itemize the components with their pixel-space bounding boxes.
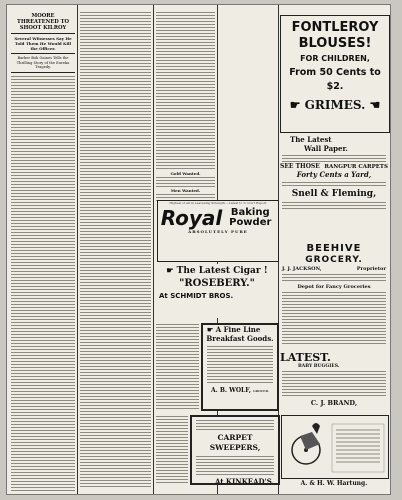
wallpaper-sub: Wall Paper. [304, 144, 348, 153]
latest-jeweller: C. J. BRAND, [310, 399, 358, 407]
cigar-name: "ROSEBERY." [179, 278, 255, 289]
fontleroy-blouses-ad [280, 15, 390, 133]
fontleroy-line1: FONTLEROY [291, 20, 379, 35]
wallpaper-firm: Snell & Fleming, [291, 189, 377, 199]
column-rule [77, 5, 78, 494]
breakfast-title: A Fine Line [215, 325, 261, 334]
bicycle-illustration-icon [282, 416, 388, 478]
latest-line: BABY BUGGIES. [298, 364, 340, 369]
sweepers-store: At KINKEAD'S. [214, 477, 274, 485]
wallpaper-price: Forty Cents a Yard, [296, 170, 372, 179]
beehive-title: BEEHIVE [306, 243, 362, 254]
fontleroy-line3: FOR CHILDREN, [300, 54, 370, 63]
column-heading: Gold Wanted. [170, 171, 201, 176]
column-1 [11, 11, 75, 491]
latest-title: LATEST. [280, 351, 331, 364]
royal-brand: Royal [160, 206, 223, 230]
cigar-store: At SCHMIDT BROS. [159, 292, 234, 300]
hand-pointer-icon: ☛ [207, 325, 214, 334]
cigar-title: The Latest Cigar ! [176, 266, 268, 276]
fontleroy-line4: From 50 Cents to $2. [289, 67, 381, 92]
royal-product: Baking Powder [229, 207, 272, 228]
deck: Barber Bob Gaines Tells the Thrilling Story of the Eureka Tragedy. [16, 56, 70, 69]
hartung-ad [281, 479, 387, 491]
beehive-role: Proprietor [356, 266, 386, 272]
column-rule [153, 5, 154, 494]
newspaper-page [6, 4, 391, 495]
bicycle-ad [281, 415, 389, 479]
article-body [11, 75, 75, 492]
wallpaper-title: The Latest [290, 135, 332, 144]
fontleroy-line2: BLOUSES! [298, 36, 372, 51]
beehive-sub: GROCERY. [305, 255, 363, 265]
hand-pointer-icon: ☚ [369, 98, 381, 112]
breakfast-sub: Breakfast Goods. [206, 334, 274, 343]
royal-pure: ABSOLUTELY PURE [188, 229, 248, 234]
wallpaper-cta: SEE THOSE [280, 163, 320, 170]
sweepers-title: CARPET SWEEPERS, [209, 433, 261, 452]
latest-ad [280, 351, 388, 413]
article-body-continued [80, 11, 151, 487]
breakfast-grocer-name: A. B. WOLF, [211, 387, 252, 394]
royal-tagline: Highest of all in Leavening Strength.—Latest U. S. Gov't Report [169, 201, 267, 205]
hartung-name: A. & H. W. Hartung. [300, 480, 368, 487]
wall-paper-ad [280, 135, 388, 239]
royal-baking-powder-ad [157, 200, 279, 262]
subheadline: Several Witnesses Say He Told Them He Would Kill the Officer. [14, 36, 72, 51]
cigar-ad [157, 264, 277, 318]
beehive-owner: J. J. JACKSON, [282, 266, 322, 272]
subsection-heading: Men Wanted. [170, 188, 201, 193]
headline: MOORE THREATENED TO SHOOT KILROY [17, 13, 69, 31]
column-2 [80, 11, 151, 491]
breakfast-grocer-trade: GROCER. [253, 389, 269, 393]
hand-pointer-icon: ☛ [289, 98, 301, 112]
beehive-fancy: Depot for Fancy Groceries [297, 284, 371, 290]
fontleroy-store: GRIMES. [304, 98, 366, 112]
article-body-continued [156, 11, 215, 171]
article-body-continued [156, 323, 199, 411]
wallpaper-item: RANGPUR CARPETS [324, 163, 388, 170]
carpet-sweepers-ad [190, 415, 280, 485]
beehive-grocery-ad [280, 243, 388, 347]
hand-pointer-icon: ☛ [166, 265, 174, 275]
breakfast-goods-ad [201, 323, 279, 411]
